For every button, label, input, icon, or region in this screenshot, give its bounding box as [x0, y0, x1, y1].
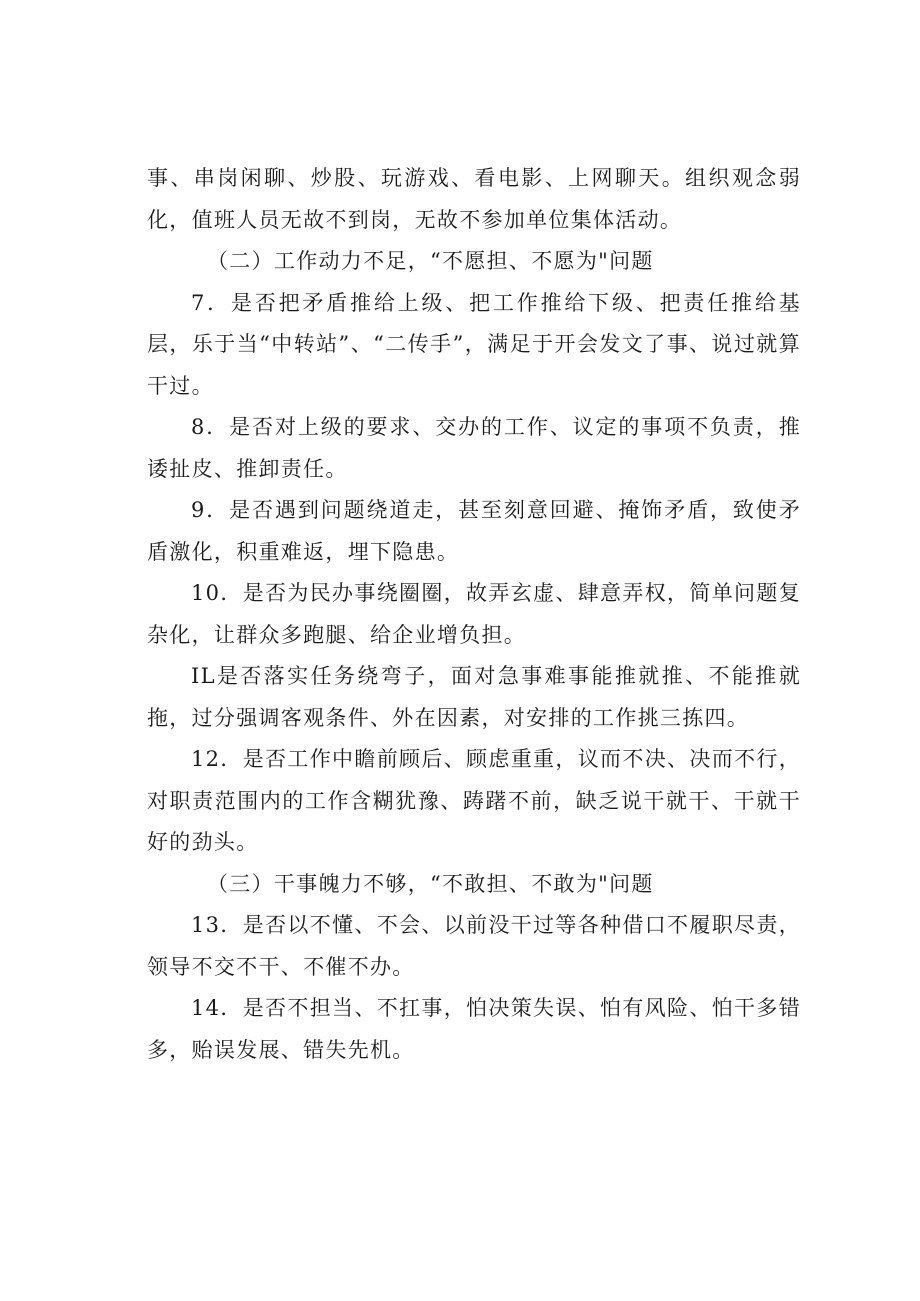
list-item-9: 9．是否遇到问题绕道走，甚至刻意回避、掩饰矛盾，致使矛盾激化，积重难返，埋下隐患。: [147, 498, 801, 564]
list-item-7: 7．是否把矛盾推给上级、把工作推给下级、把责任推给基层，乐于当“中转站”、“二传手”，满足于开会发文了事、说过就算干过。: [147, 290, 801, 398]
section-heading-2: （二）工作动力不足，“不愿担、不愿为"问题: [207, 249, 654, 273]
list-item-10: 10．是否为民办事绕圈圈，故弄玄虚、肆意弄权，简单问题复杂化，让群众多跑腿、给企业增负担。: [147, 581, 801, 647]
list-item-14: 14．是否不担当、不扛事，怕决策失误、怕有风险、怕干多错多，贻误发展、错失先机。: [147, 996, 801, 1062]
document-body: [147, 158, 801, 1071]
list-item-8: 8．是否对上级的要求、交办的工作、议定的事项不负责，推诿扯皮、推卸责任。: [147, 415, 801, 481]
paragraph-continuation: 事、串岗闲聊、炒股、玩游戏、看电影、上网聊天。组织观念弱化，值班人员无故不到岗，无故不参加单位集体活动。: [147, 166, 801, 232]
list-item-12: 12．是否工作中瞻前顾后、顾虑重重，议而不决、决而不行，对职责范围内的工作含糊犹豫、踌躇不前，缺乏说干就干、干就干好的劲头。: [147, 747, 801, 854]
list-item-13: 13．是否以不懂、不会、以前没干过等各种借口不履职尽责，领导不交不干、不催不办。: [147, 913, 801, 979]
list-item-11: IL是否落实任务绕弯子，面对急事难事能推就推、不能推就拖，过分强调客观条件、外在因素，对安排的工作挑三拣四。: [147, 664, 801, 730]
section-heading-3: （三）干事魄力不够，“不敢担、不敢为"问题: [207, 871, 654, 896]
